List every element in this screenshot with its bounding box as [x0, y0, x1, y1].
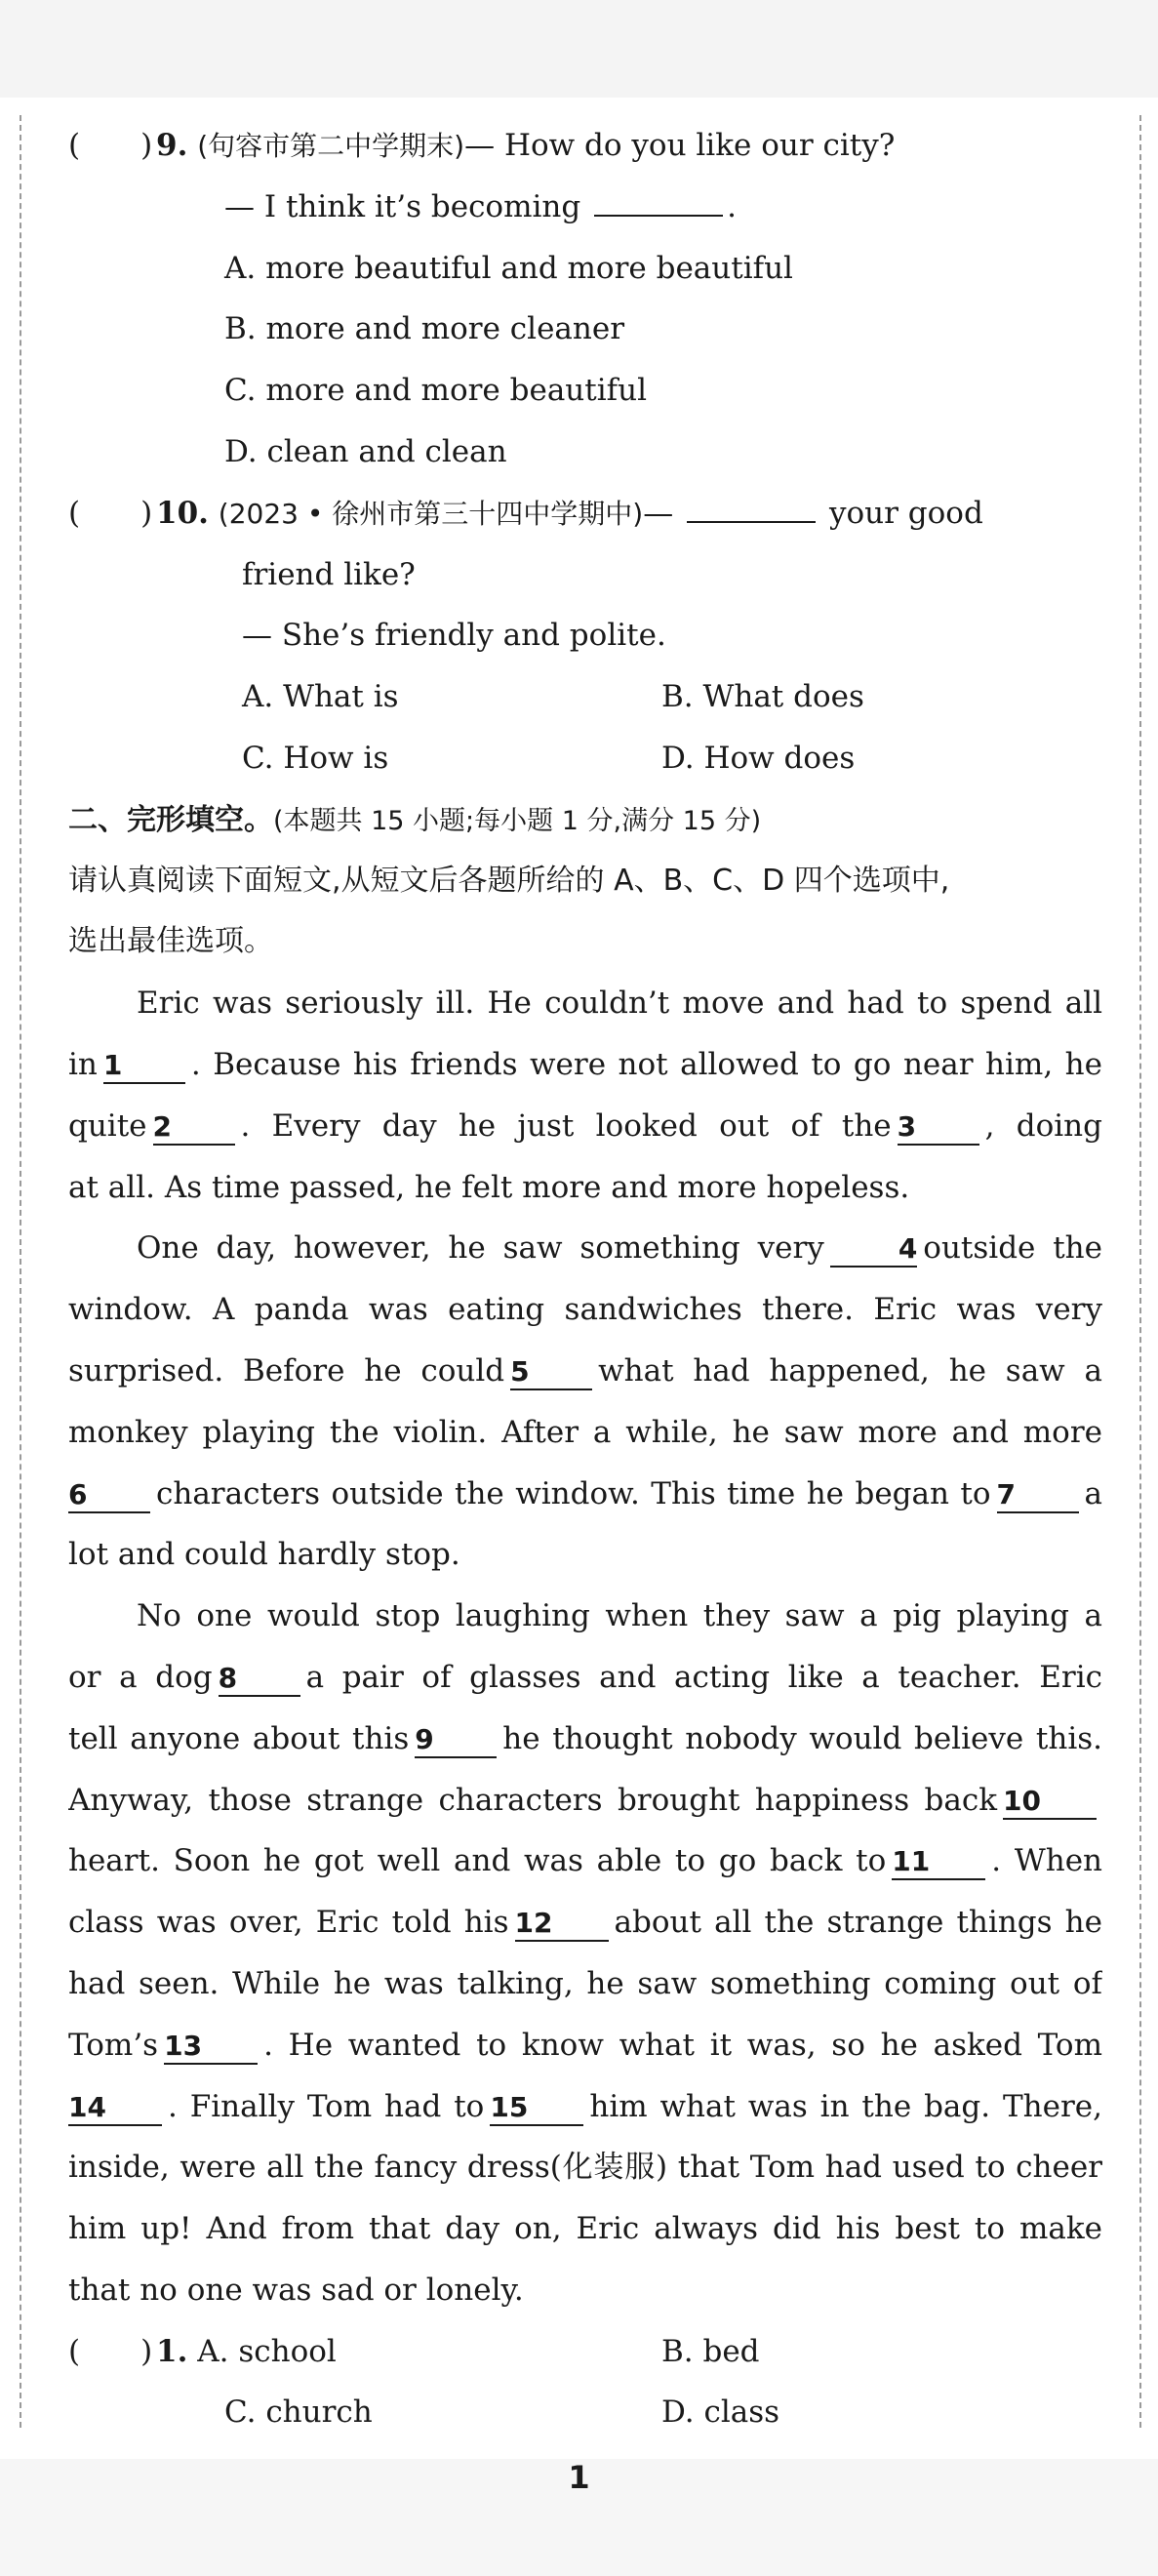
text: class was over, Eric told his: [68, 1905, 509, 1941]
passage-line: [68, 2015, 1102, 2076]
c1-option-a: A. school: [197, 2333, 337, 2369]
q9-option-b: B. more and more cleaner: [224, 311, 625, 347]
answer-paren: ( ): [68, 128, 153, 163]
text: . Every day he just looked out of the: [240, 1107, 892, 1144]
fill-blank: [687, 492, 816, 523]
text: . Finally Tom had to: [168, 2088, 485, 2124]
text: about all the strange things he: [614, 1905, 1102, 1941]
blank-11: 11: [892, 1845, 985, 1880]
text: what had happened, he saw a: [598, 1352, 1102, 1389]
cloze-q1-line: [68, 2321, 1102, 2383]
q9-answer-line: [68, 177, 1102, 238]
q10-option-d: D. How does: [661, 740, 856, 776]
passage-line: [68, 1709, 1102, 1770]
passage-line: No one would stop laughing when they saw a pig playing a: [137, 1598, 1102, 1634]
question-text: — How do you like our city?: [464, 128, 896, 163]
text: he thought nobody would believe this.: [502, 1720, 1102, 1756]
text: in: [68, 1046, 98, 1082]
q10-line2: friend like?: [242, 556, 416, 592]
section-title: 二、完形填空。: [68, 802, 273, 837]
blank-15: 15: [490, 2091, 583, 2126]
passage-line: [68, 1034, 1102, 1096]
passage-line: [68, 1096, 1102, 1157]
text: , doing: [984, 1107, 1102, 1144]
q9-option-d: D. clean and clean: [224, 433, 507, 469]
text: Anyway, those strange characters brought happiness back: [68, 1782, 997, 1818]
passage-line: [68, 1770, 1102, 1831]
passage-line: [68, 1647, 1102, 1709]
blank-5: 5: [510, 1355, 592, 1390]
passage-line: [68, 2076, 1102, 2138]
section-heading: [68, 789, 1102, 851]
blank-7: 7: [997, 1478, 1079, 1513]
blank-14: 14: [68, 2091, 162, 2126]
section-subtitle: (本题共 15 小题;每小题 1 分,满分 15 分): [273, 805, 762, 836]
text: characters outside the window. This time he began to: [156, 1475, 991, 1511]
question-source: (句容市第二中学期末): [197, 130, 465, 162]
dash: —: [643, 495, 674, 531]
blank-4: 4: [830, 1232, 917, 1268]
question-text: your good: [828, 495, 983, 531]
q10-answer: — She’s friendly and polite.: [242, 618, 666, 654]
passage-line: Eric was seriously ill. He couldn’t move and had to spend all: [137, 986, 1102, 1022]
passage-line: [68, 1892, 1102, 1953]
blank-12: 12: [515, 1907, 609, 1942]
text: . Because his friends were not allowed to go near him, he: [190, 1046, 1102, 1082]
blank-8: 8: [219, 1662, 300, 1697]
text: quite: [68, 1107, 147, 1144]
c1-option-b: B. bed: [661, 2333, 760, 2369]
question-number: 1.: [156, 2333, 188, 2369]
text: him what was in the bag. There,: [589, 2088, 1102, 2124]
page-number: 1: [568, 2459, 590, 2496]
text: or a dog: [68, 1659, 213, 1695]
q9-option-a: A. more beautiful and more beautiful: [224, 250, 793, 286]
q10-options-cd: [68, 728, 1102, 789]
q10-line: [68, 483, 1102, 544]
question-number: 10.: [156, 495, 209, 531]
c1-option-c: C. church: [224, 2395, 373, 2431]
question-source: (2023 • 徐州市第三十四中学期中): [218, 497, 644, 530]
answer-paren: ( ): [68, 495, 153, 531]
text: outside the: [923, 1230, 1102, 1267]
answer-paren: ( ): [68, 2333, 153, 2369]
q10-option-a: A. What is: [242, 679, 399, 715]
passage-line: inside, were all the fancy dress(化装服) that Tom had used to cheer: [68, 2150, 1102, 2186]
q9-line: [68, 115, 1102, 177]
passage-line: [68, 1464, 1102, 1525]
text: surprised. Before he could: [68, 1352, 505, 1389]
passage-line: monkey playing the violin. After a while, he saw more and more: [68, 1414, 1102, 1450]
right-margin-line: [1139, 115, 1141, 2428]
blank-9: 9: [415, 1723, 497, 1758]
passage-line: at all. As time passed, he felt more and more hopeless.: [68, 1169, 910, 1205]
left-margin-line: [20, 115, 21, 2428]
passage-line: had seen. While he was talking, he saw something coming out of: [68, 1965, 1102, 2001]
blank-2: 2: [153, 1110, 235, 1146]
instruction-line2: 选出最佳选项。: [68, 924, 273, 959]
text: a pair of glasses and acting like a teacher. Eric: [305, 1659, 1102, 1695]
period: .: [727, 188, 737, 224]
c1-option-d: D. class: [661, 2395, 780, 2431]
cloze-q1-line2: [68, 2382, 1102, 2443]
text: One day, however, he saw something very: [137, 1230, 824, 1267]
blank-10: 10: [1003, 1785, 1097, 1820]
q10-option-c: C. How is: [242, 740, 389, 776]
passage-line: that no one was sad or lonely.: [68, 2272, 524, 2308]
text: Tom’s: [68, 2027, 159, 2063]
q10-options-ab: [68, 666, 1102, 728]
text: tell anyone about this: [68, 1720, 410, 1756]
passage-line: [68, 1341, 1102, 1402]
blank-1: 1: [103, 1049, 185, 1084]
text: a: [1084, 1475, 1102, 1511]
instruction-line1: 请认真阅读下面短文,从短文后各题所给的 A、B、C、D 四个选项中,: [68, 863, 950, 898]
text: . He wanted to know what it was, so he asked Tom: [263, 2027, 1102, 2063]
text: . When: [991, 1843, 1102, 1879]
passage-line: him up! And from that day on, Eric always did his best to make: [68, 2211, 1102, 2247]
passage-line: [68, 1218, 1102, 1279]
q10-option-b: B. What does: [661, 679, 864, 715]
passage-line: lot and could hardly stop.: [68, 1537, 460, 1573]
passage-line: [68, 1831, 1102, 1892]
answer-text: — I think it’s becoming: [224, 188, 581, 224]
fill-blank: [594, 185, 723, 217]
worksheet-content: [68, 115, 1102, 2443]
blank-13: 13: [164, 2030, 258, 2065]
blank-6: 6: [68, 1478, 150, 1513]
top-band: [0, 0, 1158, 98]
q9-option-c: C. more and more beautiful: [224, 373, 647, 409]
text: heart. Soon he got well and was able to go back to: [68, 1843, 887, 1879]
passage-line: window. A panda was eating sandwiches there. Eric was very: [68, 1292, 1102, 1328]
blank-3: 3: [898, 1110, 979, 1146]
question-number: 9.: [156, 128, 188, 163]
